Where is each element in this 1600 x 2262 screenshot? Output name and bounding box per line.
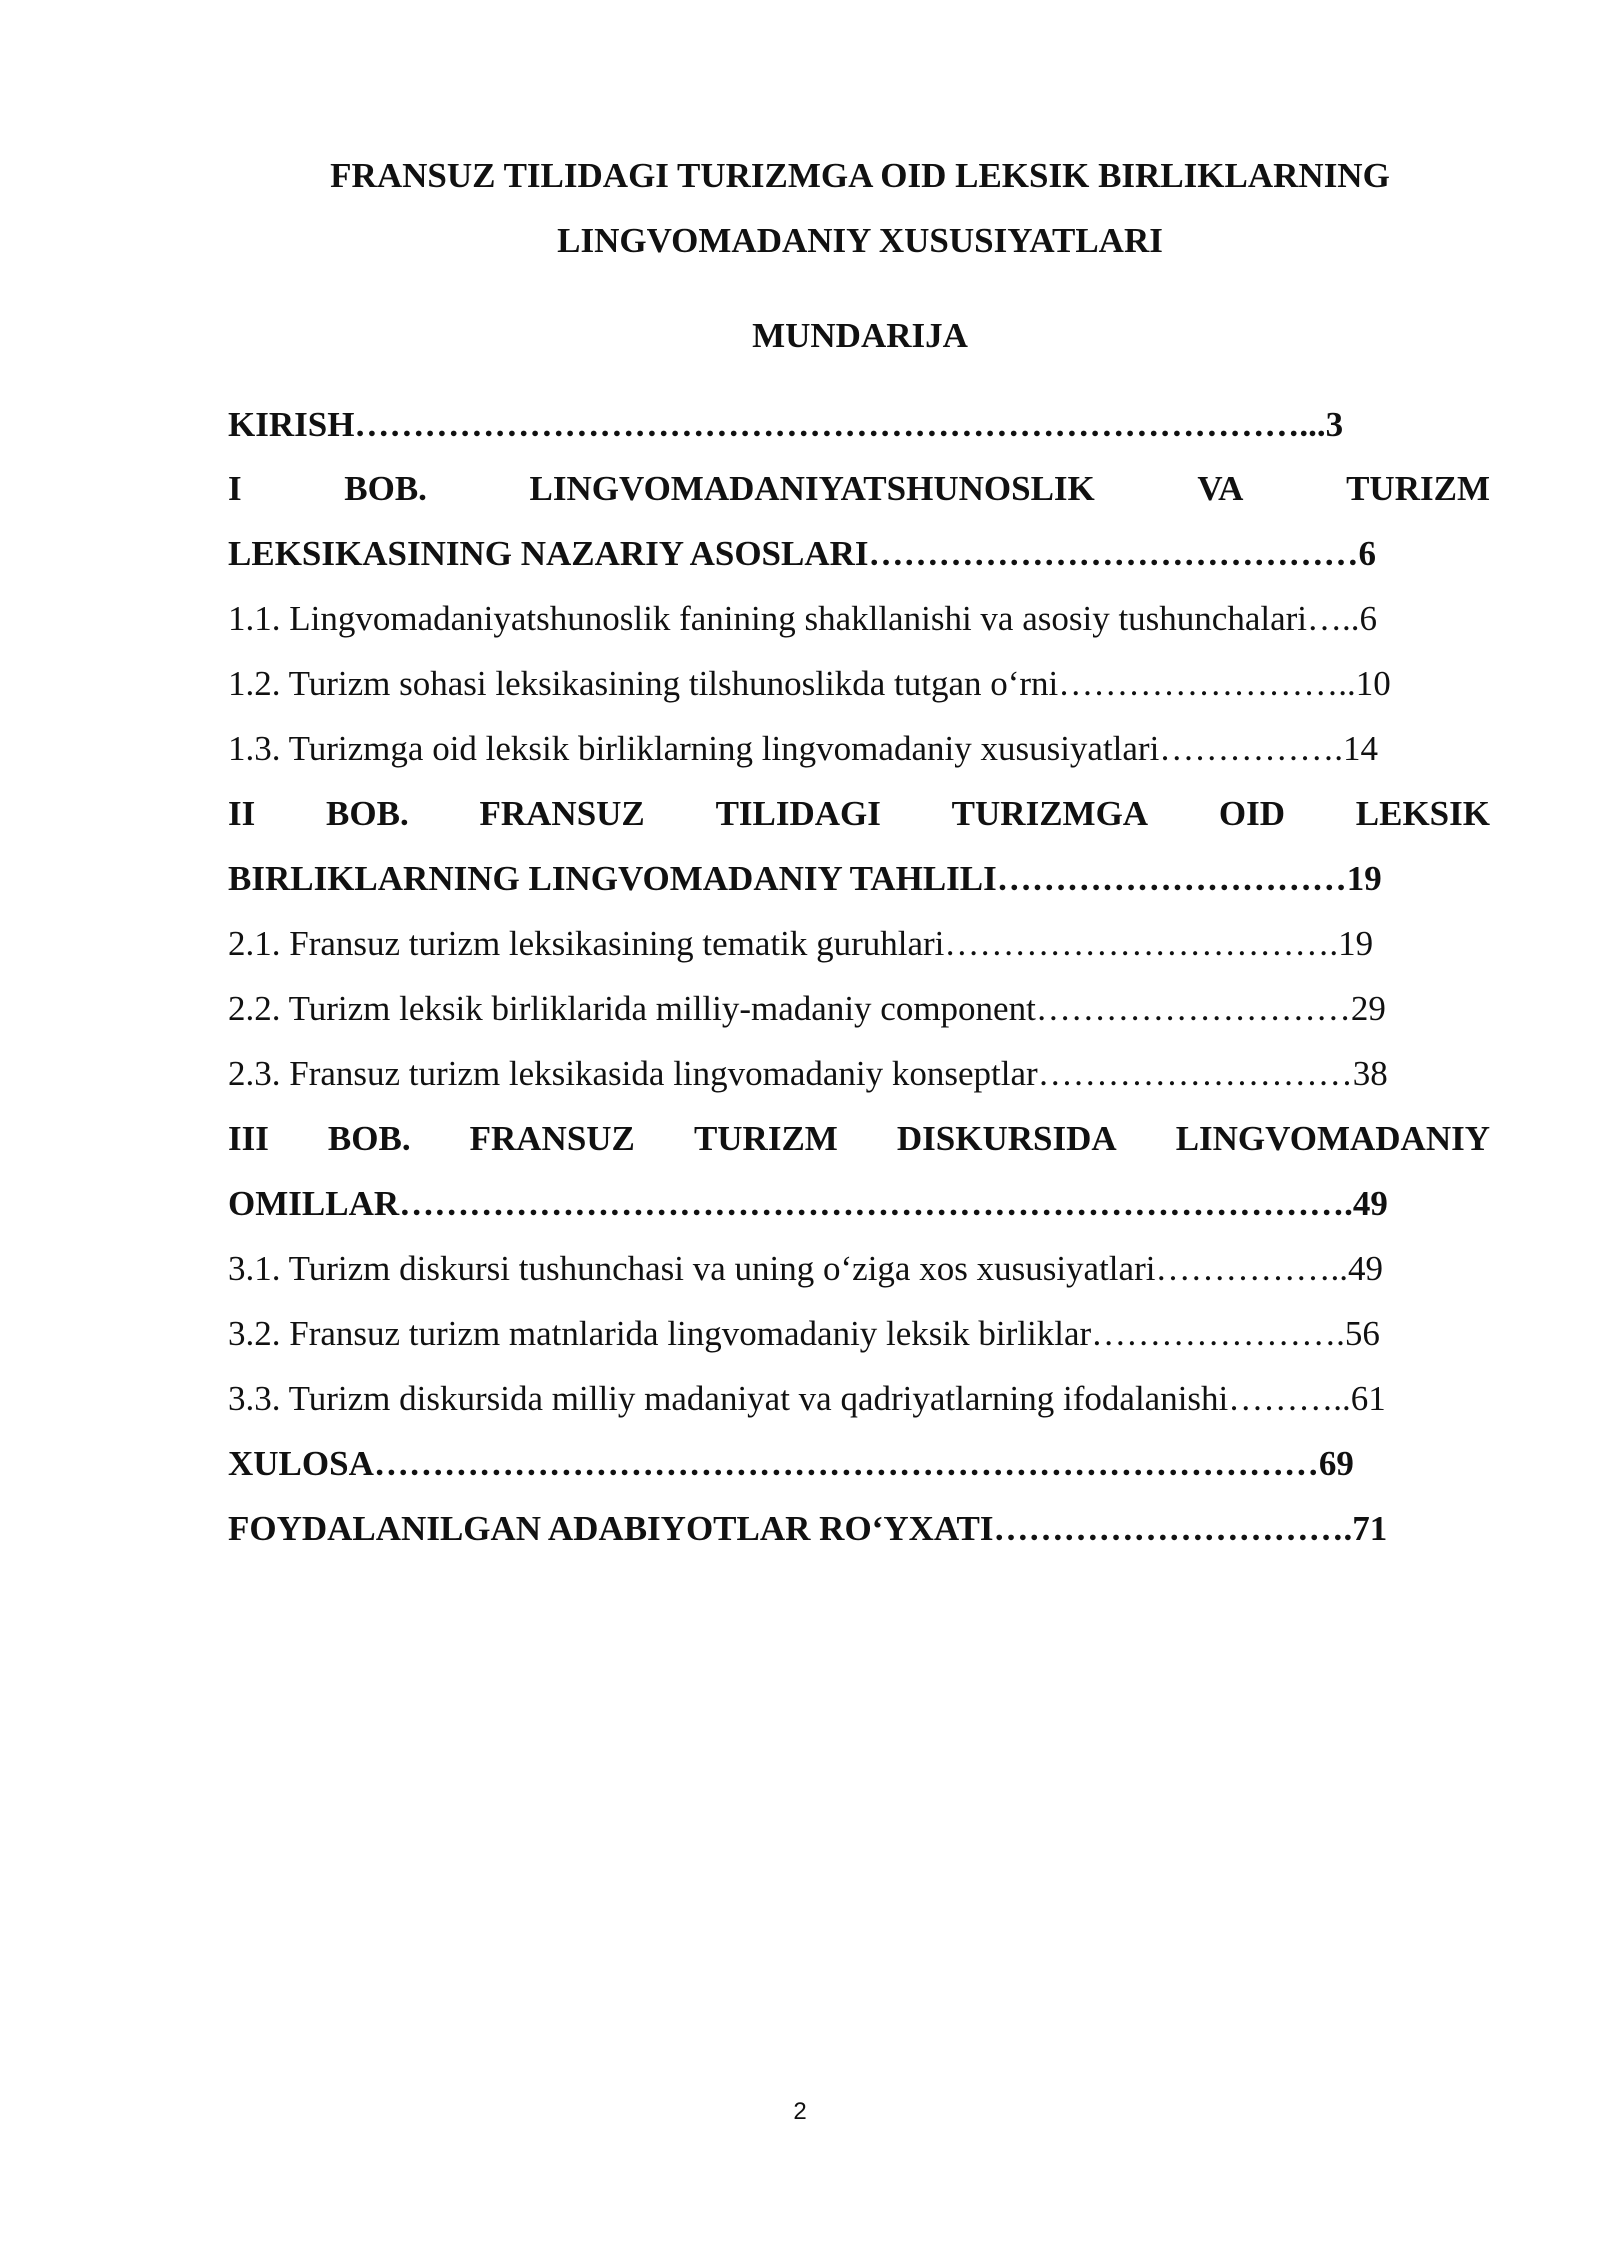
toc-section-3-1: 3.1. Turizm diskursi tushunchasi va uning o‘ziga xos xususiyatlari……………..49 bbox=[228, 1249, 1383, 1288]
toc-word: LEKSIK bbox=[1355, 794, 1490, 833]
toc-chapter-1-line-2: LEKSIKASINING NAZARIY ASOSLARI……………………………………6 bbox=[228, 534, 1377, 573]
toc-word: BOB. bbox=[326, 794, 409, 833]
toc-word: LINGVOMADANIY bbox=[1175, 1119, 1490, 1158]
toc-word: III bbox=[228, 1119, 269, 1158]
toc-word: BOB. bbox=[327, 1119, 411, 1158]
toc-entry-adabiyotlar: FOYDALANILGAN ADABIYOTLAR RO‘YXATI………………………….71 bbox=[228, 1509, 1388, 1548]
toc-entry-xulosa: XULOSA………………………………………………………………………69 bbox=[228, 1444, 1354, 1483]
toc-chapter-2-line-2: BIRLIKLARNING LINGVOMADANIY TAHLILI…………………………19 bbox=[228, 859, 1382, 898]
toc-section-3-3: 3.3. Turizm diskursida milliy madaniyat va qadriyatlarning ifodalanishi………..61 bbox=[228, 1379, 1386, 1418]
toc-chapter-3-line-1 bbox=[228, 1106, 1490, 1171]
toc-section-1-2: 1.2. Turizm sohasi leksikasining tilshunoslikda tutgan o‘rni……………………..10 bbox=[228, 664, 1391, 703]
toc-section-2-3: 2.3. Fransuz turizm leksikasida lingvomadaniy konseptlar………………………38 bbox=[228, 1054, 1388, 1093]
toc-chapter-3-line-2: OMILLAR……………………………………………………………………….49 bbox=[228, 1184, 1388, 1223]
toc-word: TURIZM bbox=[693, 1119, 838, 1158]
toc-word: FRANSUZ bbox=[469, 1119, 635, 1158]
toc-word: II bbox=[228, 794, 256, 833]
toc-word: LINGVOMADANIYATSHUNOSLIK bbox=[529, 469, 1095, 508]
toc-entry-kirish: KIRISH………………………………………………………………………...3 bbox=[228, 405, 1344, 444]
toc-word: VA bbox=[1197, 469, 1244, 508]
toc-word: DISKURSIDA bbox=[896, 1119, 1117, 1158]
toc-section-2-2: 2.2. Turizm leksik birliklarida milliy-madaniy component………………………29 bbox=[228, 989, 1386, 1028]
toc-section-1-1: 1.1. Lingvomadaniyatshunoslik fanining shakllanishi va asosiy tushunchalari…..6 bbox=[228, 599, 1378, 638]
toc-word: I bbox=[228, 469, 242, 508]
toc-word: FRANSUZ bbox=[479, 794, 645, 833]
toc-section-3-2: 3.2. Fransuz turizm matnlarida lingvomadaniy leksik birliklar………………….56 bbox=[228, 1314, 1380, 1353]
toc-section-1-3: 1.3. Turizmga oid leksik birliklarning lingvomadaniy xususiyatlari…………….14 bbox=[228, 729, 1379, 768]
toc-section-2-1: 2.1. Fransuz turizm leksikasining tematik guruhlari…………………………….19 bbox=[228, 924, 1374, 963]
toc-word: TURIZM bbox=[1346, 469, 1490, 508]
document-title-line-2: LINGVOMADANIY XUSUSIYATLARI bbox=[557, 221, 1163, 260]
toc-heading: MUNDARIJA bbox=[752, 316, 968, 355]
document-title-line-1: FRANSUZ TILIDAGI TURIZMGA OID LEKSIK BIRLIKLARNING bbox=[330, 156, 1390, 195]
toc-chapter-1-line-1 bbox=[228, 456, 1490, 521]
toc-word: TURIZMGA bbox=[951, 794, 1149, 833]
toc-word: BOB. bbox=[344, 469, 427, 508]
toc-word: TILIDAGI bbox=[715, 794, 881, 833]
page-number: 2 bbox=[793, 2098, 807, 2125]
toc-chapter-2-line-1 bbox=[228, 781, 1490, 846]
toc-word: OID bbox=[1218, 794, 1285, 833]
